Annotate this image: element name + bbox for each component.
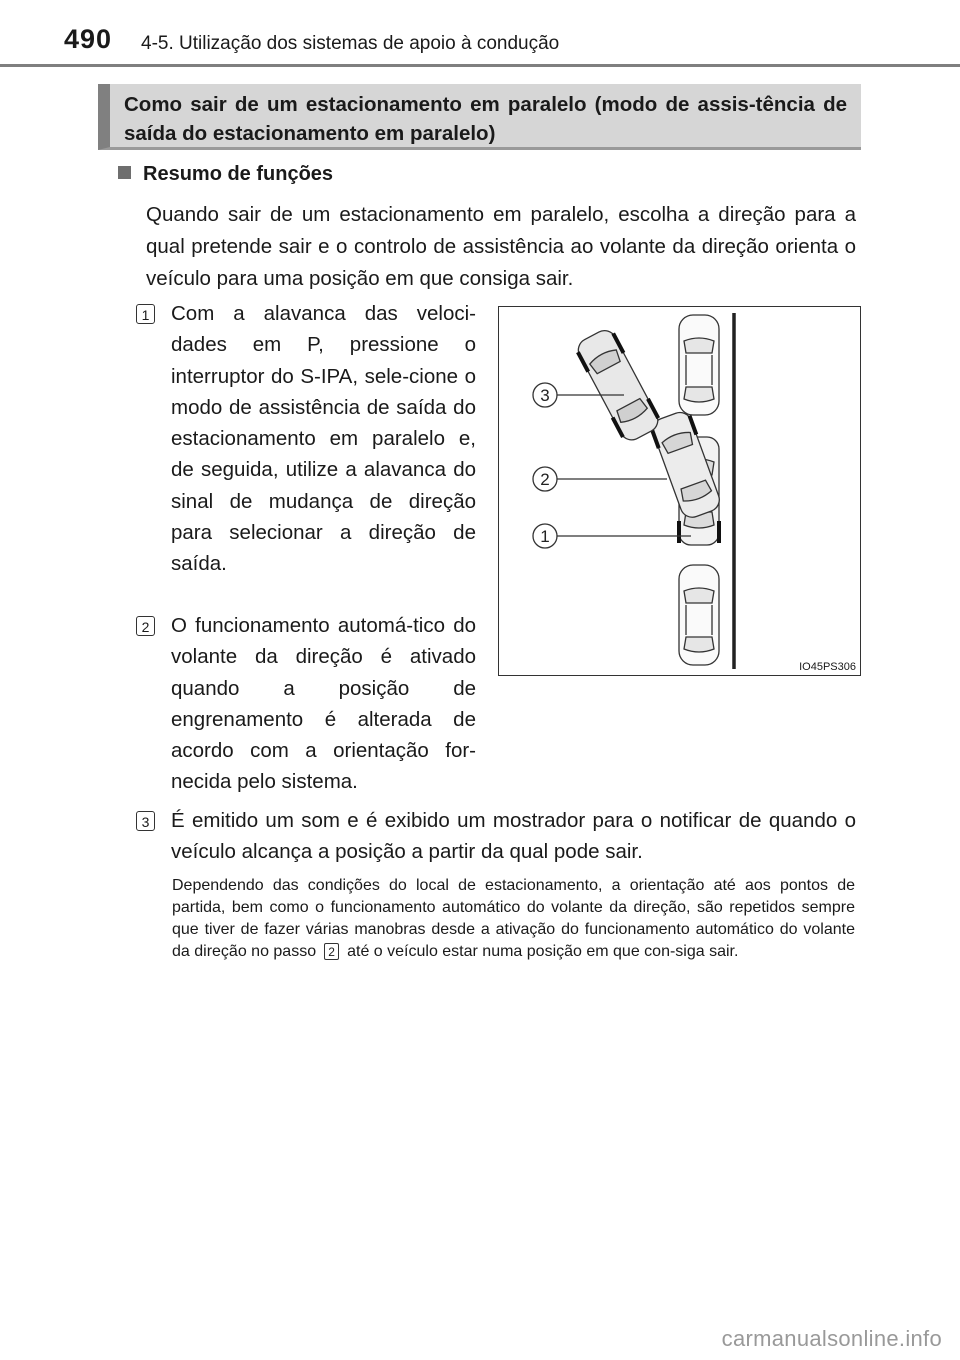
step-text-3: É emitido um som e é exibido um mostrador para o notificar de quando o veículo alcança a posição a partir da qual pode sair. <box>171 809 856 864</box>
note-text-after: até o veículo estar numa posição em que con-siga sair. <box>347 943 739 960</box>
parking-diagram <box>498 306 861 676</box>
step-text-1: Com a alavanca das veloci-dades em P, pressione o interruptor do S-IPA, sele-cione o modo de assistência de saída do estacionamento em paralelo e, de seguida, utilize a alavanca do sinal de mudança de direção para selecionar a direção de saída. <box>171 302 476 576</box>
note-step-reference: 2 <box>324 943 339 960</box>
exit-position-3-car <box>574 326 662 444</box>
page-number: 490 <box>64 24 113 54</box>
callout-1 <box>533 524 691 548</box>
callout-1-label: 1 <box>540 527 550 546</box>
step-number-2: 2 <box>136 616 155 636</box>
callout-2 <box>533 467 667 491</box>
section-title: Como sair de um estacionamento em paralelo (modo de assis-tência de saída do estacionamento em paralelo) <box>124 93 847 145</box>
note-paragraph <box>172 875 855 963</box>
bullet-square-icon <box>118 166 131 179</box>
summary-heading <box>118 163 333 186</box>
step-number-3: 3 <box>136 811 155 831</box>
chapter-title: 4-5. Utilização dos sistemas de apoio à condução <box>141 33 560 54</box>
step-number-1: 1 <box>136 304 155 324</box>
header-divider <box>0 64 960 67</box>
summary-heading-label: Resumo de funções <box>143 163 334 185</box>
step-text-2: O funcionamento automá-tico do volante da direção é ativado quando a posição de engrenamento é alterada de acordo com a orientação for-necida pelo sistema. <box>171 614 476 794</box>
parked-car-front <box>679 315 719 415</box>
note-text-before: Dependendo das condições do local de estacionamento, a orientação até aos pontos de partida, bem como o funcionamento automático do volante da direção, são repetidos sempre que tiver de fazer várias manobras desde a ativação do funcionamento automático do volante da direção no passo <box>172 877 855 960</box>
callout-3-label: 3 <box>540 386 550 405</box>
parked-car-rear <box>679 565 719 665</box>
figure-code: IO45PS306 <box>799 661 856 673</box>
callout-2-label: 2 <box>540 470 550 489</box>
parking-diagram-illustration <box>499 307 859 675</box>
watermark: carmanualsonline.info <box>721 1326 942 1351</box>
section-title-box <box>98 84 861 150</box>
summary-paragraph: Quando sair de um estacionamento em paralelo, escolha a direção para a qual pretende sair e o controlo de assistência ao volante da direção orienta o veículo para uma posição em que consiga sair. <box>146 203 856 290</box>
